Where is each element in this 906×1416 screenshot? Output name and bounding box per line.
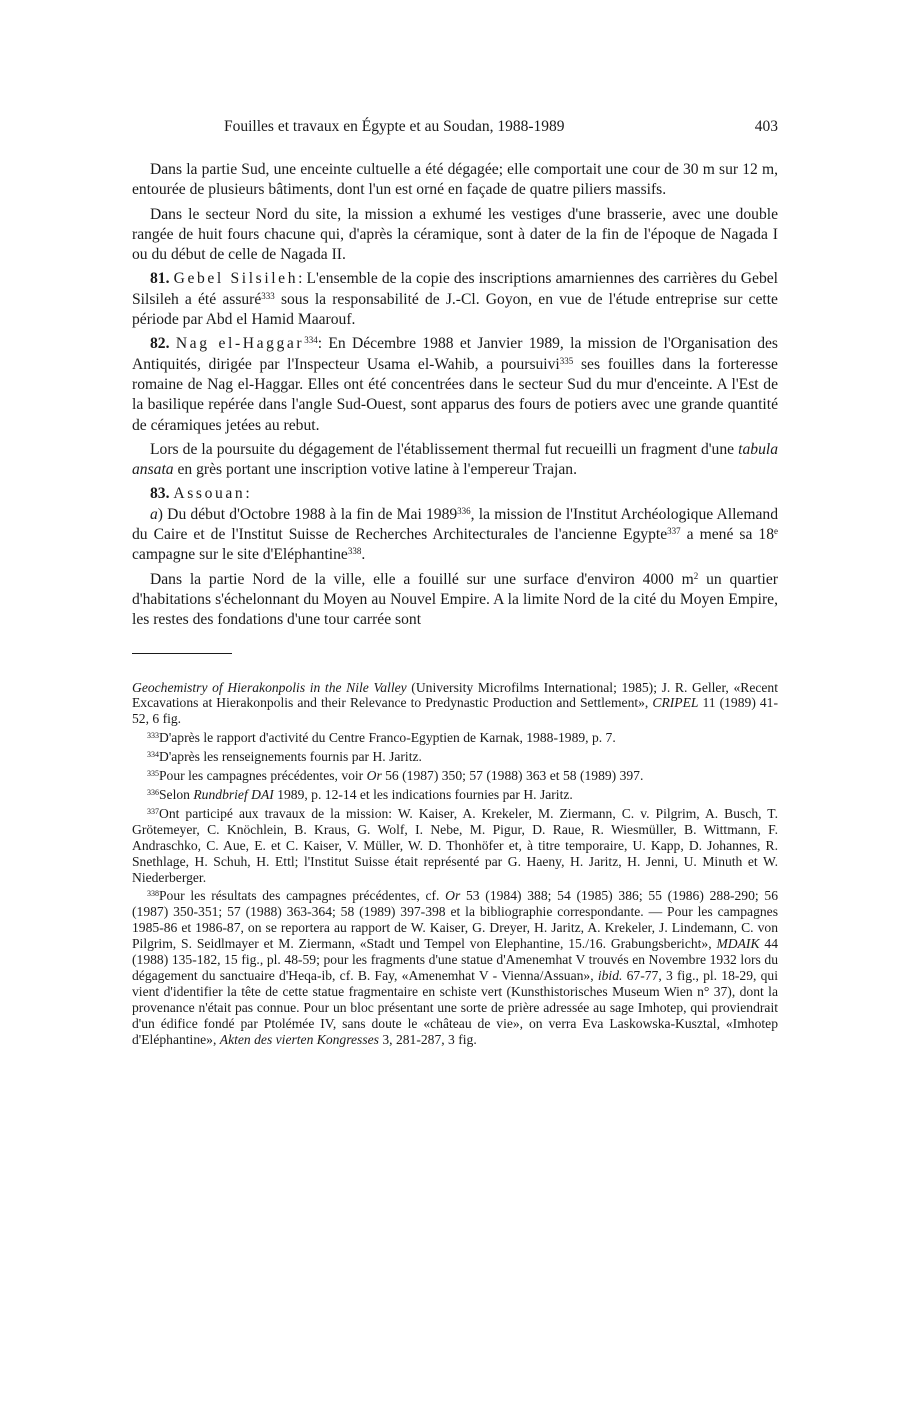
footnote-335 — [132, 768, 778, 784]
paragraph-a — [132, 505, 778, 566]
italic-title: Geochemistry of Hierakonpolis in the Nile Valley — [132, 679, 407, 695]
italic-title: Akten des vierten Kongresses — [219, 1031, 379, 1047]
item-label: a — [150, 505, 158, 523]
italic-title: Or — [445, 888, 461, 904]
footnote-ref: 336 — [457, 505, 471, 516]
site-name: Nag el-Haggar — [175, 335, 305, 353]
footnote-text: D'après le rapport d'activité du Centre Franco-Egyptien de Karnak, 1988-1989, p. 7. — [159, 730, 616, 746]
footnote-number: 338 — [147, 889, 159, 899]
italic-title: Or — [366, 768, 382, 784]
section-81 — [132, 269, 778, 330]
footnote-ref: 337 — [667, 526, 681, 537]
paragraph-nord — [132, 570, 778, 631]
paragraph-text: : En Décembre 1988 et Janvier 1989, la mission de l'Organisation des Antiquités, dirigée par l'Inspecteur Usama el-Wahib, a poursuivi — [132, 335, 779, 373]
footnote-336 — [132, 787, 778, 803]
footnote-ref: 335 — [559, 355, 574, 366]
paragraph-text: : L'ensemble de la copie des inscriptions amarniennes des carrières du Gebel Silsileh a été assuré — [132, 270, 778, 308]
italic-title: CRIPEL — [652, 695, 699, 711]
footnote-text: 67-77, 3 fig., pl. 18-29, qui vient d'identifier la tête de cette statue fragmentaire en schiste vert (Kunsthistorisches Museum Wien n° 37), dont la provenance n'était pas connue. Pour un bloc présentant une sorte de prière adressée au sage Imhotep, qui proviendrait d'un édifice fondé par Ptolémée IV, sans doute le «château de vie», on verra Eva Laskowska-Kusztal, «Imhotep d'Eléphantine», — [132, 967, 779, 1047]
paragraph-text: a mené sa 18 — [680, 526, 774, 544]
footnote-text: (University Microfilms International; 1985); J. R. Geller, «Recent Excavations at Hierakonpolis and their Relevance to Predynastic Production and Settlement», — [132, 679, 778, 711]
paragraph-text: Lors de la poursuite du dégagement de l'établissement thermal fut recueilli un fragment d'une — [150, 440, 739, 458]
footnote-number: 336 — [147, 787, 159, 797]
paragraph-enceinte — [132, 160, 778, 201]
paragraph-text: campagne sur le site d'Eléphantine — [132, 546, 348, 564]
footnote-text: 56 (1987) 350; 57 (1988) 363 et 58 (1989) 397. — [381, 768, 644, 784]
footnote-continuation — [132, 680, 778, 728]
footnote-text: D'après les renseignements fournis par H. Jaritz. — [159, 749, 422, 765]
footnote-text: Ont participé aux travaux de la mission: W. Kaiser, A. Krekeler, M. Ziermann, C. v. Pilgrim, A. Busch, T. Grötemeyer, C. Knöchlein, B. Kraus, G. Wolf, I. Nebe, M. Pigur, D. Raue, R. Wiesmüller, B. Wittmann, F. Andraschko, C. Aue, E. et C. Kaiser, V. Müller, W. D. Thonhöfer et, à titre temporaire, U. Kapp, D. Johannes, R. Snethlage, H. Schuh, H. Ettl; l'Institut Suisse était représenté par G. Haeny, H. Jaritz, H. Jenni, U. Minuth et W. Niederberger. — [132, 805, 778, 885]
footnote-text: 44 (1988) 135-182, 15 fig., pl. 48-59; pour les fragments d'une statue d'Amenemhat V trouvés en Novembre 1932 lors du dégagement du sanctuaire d'Heqa-ib, cf. B. Fay, «Amenemhat V - Vienna/Assuan», — [132, 936, 778, 983]
section-number: 83. — [150, 485, 170, 503]
footnote-text: 11 (1989) 41-52, 6 fig. — [132, 695, 778, 727]
running-header — [132, 118, 778, 144]
footnote-text: 1989, p. 12-14 et les indications fournies par H. Jaritz. — [273, 786, 573, 802]
paragraph-text: Dans la partie Nord de la ville, elle a fouillé sur une surface d'environ 4000 m — [150, 570, 694, 588]
italic-title: Rundbrief DAI — [193, 786, 274, 802]
page — [132, 118, 778, 1050]
footnote-rule — [132, 653, 232, 654]
paragraph-text: , la mission de l'Institut Archéologique Allemand du Caire et de l'Institut Suisse de Recherches Architecturales de l'ancienne Egypte — [132, 505, 778, 544]
footnote-ref: 338 — [347, 546, 362, 557]
running-title: Fouilles et travaux en Égypte et au Soudan, 1988-1989 — [224, 118, 565, 135]
footnote-333 — [132, 730, 778, 746]
paragraph-text: : — [245, 485, 250, 503]
site-name: Assouan — [173, 485, 246, 503]
footnote-number: 337 — [147, 806, 159, 816]
footnote-338 — [132, 888, 778, 1047]
footnote-334 — [132, 749, 778, 765]
footnote-number: 333 — [147, 731, 159, 741]
footnotes — [132, 680, 778, 1048]
paragraph-tabula — [132, 440, 778, 481]
footnote-text: 53 (1984) 388; 54 (1985) 386; 55 (1986) 288-290; 56 (1987) 350-351; 57 (1988) 363-364; 58 (1989) 397-398 et la bibliographie correspondante. — Pour les campagnes 1985-86 et 1986-87, on se reportera au rapport de W. Kaiser, G. Dreyer, H. Jaritz, A. Krekeler, J. Lindemann, C. von Pilgrim, S. Seidlmayer et M. Ziermann, «Stadt und Tempel von Elephantine, 15./16. Grabungsbericht», — [132, 888, 778, 952]
italic-term: tabula ansata — [132, 440, 778, 479]
paragraph-text: ) Du début d'Octobre 1988 à la fin de Mai 1989 — [157, 505, 458, 523]
footnote-number: 335 — [147, 769, 159, 779]
section-number: 81. — [150, 270, 170, 288]
unit-exponent: 2 — [693, 570, 699, 581]
section-82 — [132, 334, 778, 435]
main-text — [132, 160, 778, 631]
italic-title: MDAIK — [716, 936, 760, 952]
footnote-text: Pour les campagnes précédentes, voir — [159, 768, 367, 784]
footnote-ref: 333 — [261, 290, 275, 301]
paragraph-brasserie — [132, 205, 778, 266]
section-83 — [132, 484, 778, 504]
footnote-number: 334 — [147, 750, 159, 760]
paragraph-text: sous la responsabilité de J.-Cl. Goyon, en vue de l'étude entreprise sur cette période par Abd el Hamid Maarouf. — [132, 290, 778, 329]
paragraph-text: . — [361, 546, 366, 564]
footnote-text: Pour les résultats des campagnes précédentes, cf. — [159, 888, 446, 904]
ordinal-suffix: e — [774, 526, 778, 537]
italic-title: ibid. — [597, 967, 623, 983]
footnote-text: Selon — [159, 786, 194, 802]
paragraph-text: en grès portant une inscription votive latine à l'empereur Trajan. — [173, 461, 577, 479]
paragraph-text: un quartier d'habitations s'échelonnant du Moyen au Nouvel Empire. A la limite Nord de la cité du Moyen Empire, les restes des fondations d'une tour carrée sont — [132, 570, 778, 629]
footnote-337 — [132, 806, 778, 886]
site-name: Gebel Silsileh — [173, 270, 299, 288]
section-number: 82. — [150, 335, 170, 353]
page-number: 403 — [754, 118, 778, 135]
paragraph-text: Dans la partie Sud, une enceinte cultuelle a été dégagée; elle comportait une cour de 30 m sur 12 m, entourée de plusieurs bâtiments, dont l'un est orné en façade de quatre piliers massifs. — [132, 161, 778, 199]
paragraph-text: Dans le secteur Nord du site, la mission a exhumé les vestiges d'une brasserie, avec une double rangée de huit fours chacune qui, d'après la céramique, sont à dater de la fin de l'époque de Nagada I ou du début de celle de Nagada II. — [132, 205, 778, 264]
footnote-ref: 334 — [304, 335, 318, 346]
paragraph-text: ses fouilles dans la forteresse romaine de Nag el-Haggar. Elles ont été concentrées dans le secteur Sud du mur d'enceinte. A l'Est de la basilique repérée dans l'angle Sud-Ouest, sont apparus des fours de potiers avec une grande quantité de céramiques jetées au rebut. — [132, 355, 778, 434]
footnote-text: 3, 281-287, 3 fig. — [378, 1031, 477, 1047]
